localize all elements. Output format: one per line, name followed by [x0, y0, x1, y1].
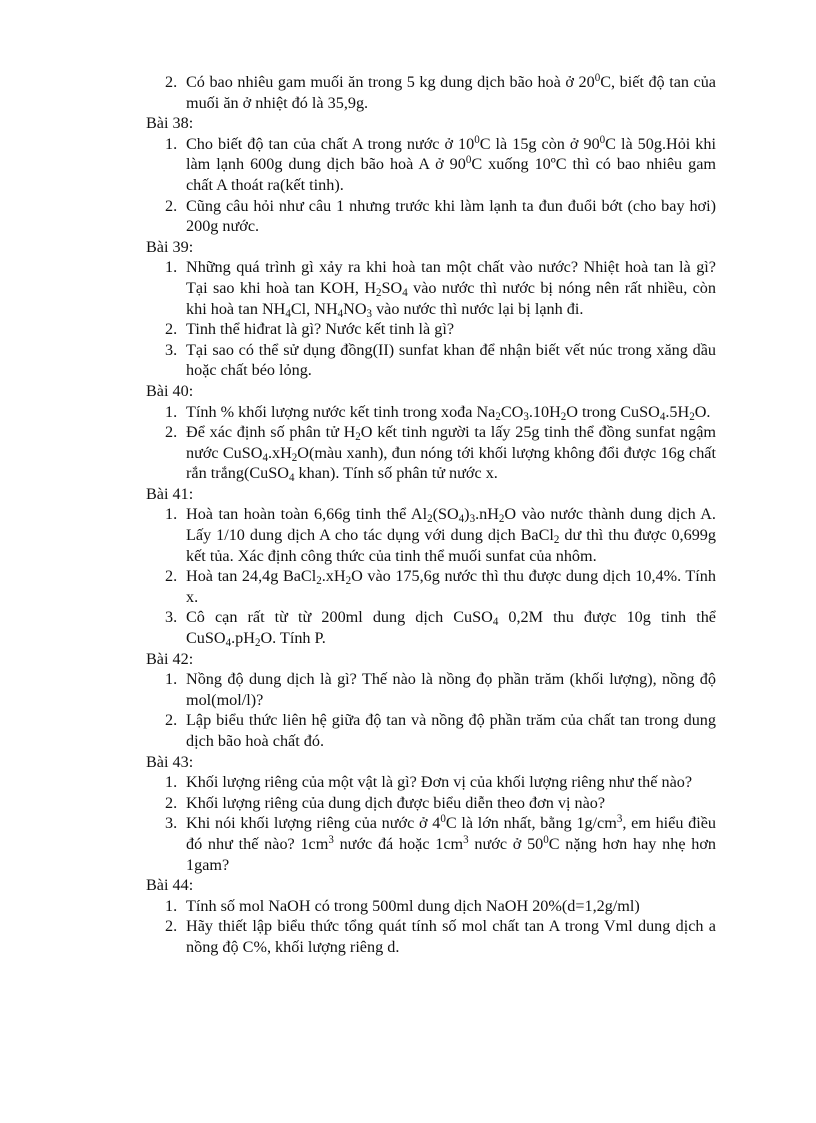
- list-item: [146, 793, 716, 814]
- item-number: 1.: [165, 258, 178, 277]
- section-title: Bài 38:: [146, 114, 194, 133]
- item-number: 1.: [165, 896, 178, 915]
- item-text: Khối lượng riêng của một vật là gì? Đơn vị của khối lượng riêng như thế nào?: [186, 773, 693, 792]
- section-title: Bài 39:: [146, 237, 194, 256]
- item-number: 1.: [165, 670, 178, 689]
- question-list: [146, 772, 716, 875]
- item-number: 1.: [165, 505, 178, 524]
- section-title: Bài 44:: [146, 876, 194, 895]
- section-title: Bài 42:: [146, 649, 194, 668]
- item-number: 2.: [165, 320, 178, 339]
- lead-list: [146, 72, 716, 113]
- item-text: Khối lượng riêng của dung dịch được biểu diễn theo đơn vị nào?: [186, 793, 606, 812]
- item-number: 2.: [165, 196, 178, 215]
- section-bai-42: [146, 649, 716, 752]
- list-item: [146, 402, 716, 423]
- list-item: [146, 669, 716, 710]
- list-item: [146, 422, 716, 484]
- list-item: [146, 710, 716, 751]
- item-text: Cô cạn rất từ từ 200ml dung dịch CuSO$_4$ 0,2M thu được 10g tinh thể $CuSO_4.pH_2O$. Tính P.: [186, 608, 716, 650]
- section-bai-39: [146, 237, 716, 381]
- item-text: Nồng độ dung dịch là gì? Thế nào là nồng đọ phần trăm (khối lượng), nồng độ mol(mol/l)?: [186, 670, 716, 709]
- item-text: Tính số mol NaOH có trong 500ml dung dịch NaOH 20%(d=1,2g/ml): [186, 896, 640, 915]
- item-number: 1.: [165, 773, 178, 792]
- list-item: [146, 196, 716, 237]
- item-text: Tính % khối lượng nước kết tinh trong xođa $Na_2CO_3.10H_2O$ trong $CuSO_4.5H_2O$.: [186, 402, 711, 423]
- list-item: [146, 813, 716, 875]
- item-text: Hãy thiết lập biểu thức tổng quát tính số mol chất tan A trong Vml dung dịch a nồng độ C%, khối lượng riêng d.: [186, 917, 716, 956]
- item-number: 2.: [165, 567, 178, 586]
- item-text: Khi nói khối lượng riêng của nước ở $4^0C$ là lớn nhất, bằng $1g/cm^3$, em hiểu điều đó như thế nào? $1cm^3$ nước đá hoặc $1cm^3$ nước ở $50^0C$ nặng hơn hay nhẹ hơn 1gam?: [186, 813, 717, 874]
- item-number: 2.: [165, 423, 178, 442]
- list-item: [146, 896, 716, 917]
- section-bai-41: [146, 484, 716, 649]
- item-text: Lập biểu thức liên hệ giữa độ tan và nồng độ phần trăm của chất tan trong dung dịch bão hoà chất đó.: [186, 711, 716, 750]
- list-item: [146, 134, 716, 196]
- section-bai-38: [146, 113, 716, 237]
- item-number: 1.: [165, 402, 178, 421]
- list-item: [146, 257, 716, 319]
- item-text: Hoà tan hoàn toàn 6,66g tinh thể $Al_2(SO_4)_3.nH_2O$ vào nước thành dung dịch A. Lấy 1/10 dung dịch A cho tác dụng với dung dịch BaCl$_2$ dư thì thu được 0,699g kết tủa. Xác định công thức của tinh thể muối sunfat của nhôm.: [186, 505, 716, 565]
- item-number: 2.: [165, 73, 178, 91]
- item-number: 3.: [165, 340, 178, 359]
- item-number: 1.: [165, 134, 178, 153]
- section-title: Bài 40:: [146, 381, 194, 400]
- question-list: [146, 402, 716, 484]
- question-list: [146, 669, 716, 751]
- section-bai-44: [146, 875, 716, 957]
- item-text: Để xác định số phân tử $H_2O$ kết tinh người ta lấy 25g tinh thể đồng sunfat ngậm nước $CuSO_4.xH_2O(màu$ xanh), đun nóng tới khối lượng không đổi được 16g chất rắn trắng(CuSO$_4$ khan). Tính số phân tử nước x.: [186, 423, 717, 485]
- question-list: [146, 134, 716, 237]
- item-text: Những quá trình gì xảy ra khi hoà tan một chất vào nước? Nhiệt hoà tan là gì? Tại sao khi hoà tan KOH, $H_2SO_4$ vào nước thì nước bị nóng nên rất nhiều, còn khi hoà $\tan NH_4Cl$, $NH_4NO_3$ vào nước thì nước lại bị lạnh đi.: [186, 258, 716, 320]
- question-list: [146, 504, 716, 648]
- item-text: Cũng câu hỏi như câu 1 nhưng trước khi làm lạnh ta đun đuổi bớt (cho bay hơi) 200g nước.: [186, 196, 716, 236]
- item-number: 3.: [165, 608, 178, 627]
- item-text: Tại sao có thể sử dụng đồng(II) sunfat khan để nhận biết vết núc trong xăng dầu hoặc chất béo lỏng.: [186, 340, 716, 380]
- list-item: [146, 772, 716, 793]
- item-number: 2.: [165, 711, 178, 730]
- list-item: [146, 72, 716, 113]
- section-title: Bài 41:: [146, 484, 194, 503]
- list-item: [146, 607, 716, 648]
- item-text: Có bao nhiêu gam muối ăn trong 5 kg dung dịch bão hoà ở $20^0C$, biết độ tan của muối ăn ở nhiệt đó là 35,9g.: [186, 71, 716, 112]
- item-text: Hoà tan 24,4g $BaCl_2.xH_2O$ vào 175,6g nước thì thu được dung dịch 10,4%. Tính x.: [186, 567, 716, 606]
- section-bai-43: [146, 752, 716, 876]
- item-number: 2.: [165, 793, 178, 812]
- list-item: [146, 319, 716, 340]
- list-item: [146, 504, 716, 566]
- question-list: [146, 896, 716, 958]
- list-item: [146, 916, 716, 957]
- item-text: Tinh thể hiđrat là gì? Nước kết tinh là gì?: [186, 320, 455, 339]
- item-number: 2.: [165, 917, 178, 936]
- section-bai-40: [146, 381, 716, 484]
- list-item: [146, 566, 716, 607]
- item-number: 3.: [165, 814, 178, 833]
- question-list: [146, 257, 716, 381]
- list-item: [146, 340, 716, 381]
- section-title: Bài 43:: [146, 752, 194, 771]
- item-text: Cho biết độ tan của chất A trong nước ở $10^0C$ là 15g còn ở $90^0C$ là 50g.Hỏi khi làm lạnh 600g dung dịch bão hoà A ở $90^0C$ xuống 10ºC thì có bao nhiêu gam chất A thoát ra(kết tinh).: [186, 133, 716, 194]
